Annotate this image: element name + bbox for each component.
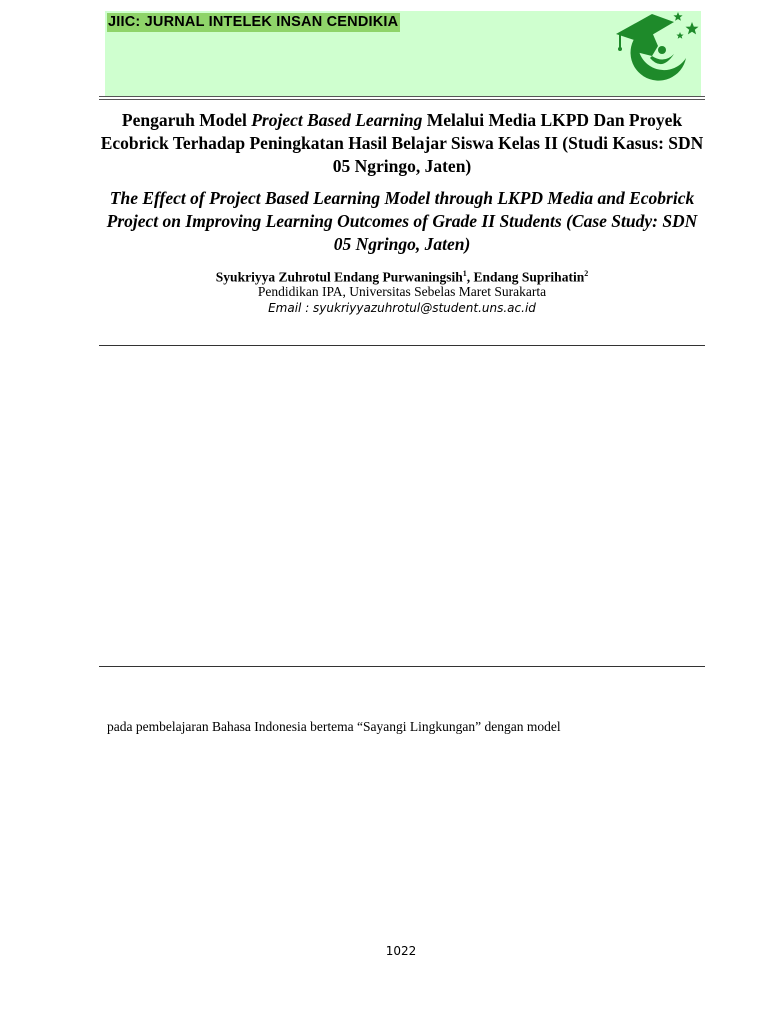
body-text-line: pada pembelajaran Bahasa Indonesia bertema “Sayangi Lingkungan” dengan model [107,719,561,734]
author-2-affil-mark: 2 [584,269,589,278]
affiliation: Pendidikan IPA, Universitas Sebelas Maret Surakarta [257,284,547,299]
graduation-cap-star-logo [612,8,702,94]
header-rule-top [99,96,705,97]
title-id-italic: Project Based Learning [251,110,423,130]
title-english: The Effect of Project Based Learning Model through LKPD Media and Ecobrick Project on Improving Learning Outcomes of Grade II Students (Case Study: SDN 05 Ngringo, Jaten) [106,188,698,254]
title-id-part1: Pengaruh Model [121,110,252,130]
author-separator: , [466,269,474,285]
author-1-affil-mark: 1 [462,269,467,278]
author-1: Syukriyya Zuhrotul Endang Purwaningsih [215,269,463,285]
page-number: 1022 [385,944,417,958]
title-indonesian [99,109,705,178]
title-id-part3: Melalui Media LKPD Dan Proyek Ecobrick Terhadap Peningkatan Hasil Belajar Siswa Kelas II (Studi Kasus: SDN 05 Ngringo, Jaten) [100,110,704,176]
abstract-rule-top [99,345,705,346]
abstract-rule-bottom [99,666,705,667]
author-2: Endang Suprihatin [473,269,585,285]
header-rule-bottom [99,99,705,100]
author-email: Email : syukriyyazuhrotul@student.uns.ac.id [268,301,536,315]
journal-name: JIIC: JURNAL INTELEK INSAN CENDIKIA [108,14,399,30]
